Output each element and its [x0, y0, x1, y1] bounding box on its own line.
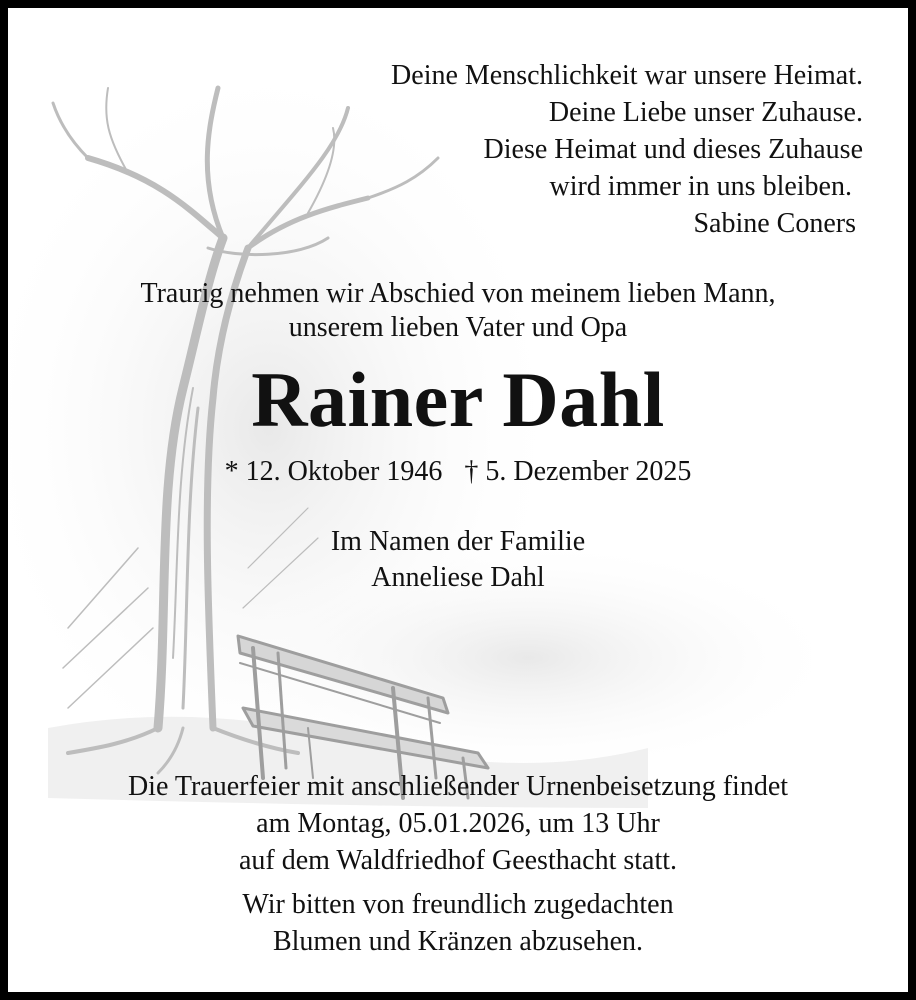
deceased-name: Rainer Dahl — [251, 356, 665, 443]
life-dates — [8, 458, 908, 486]
ceremony-line-3: auf dem Waldfriedhof Geesthacht statt. — [238, 845, 678, 876]
ceremony-line-1: Die Trauerfeier mit anschließender Urnenbeisetzung findet — [127, 771, 789, 802]
quote-line-2: Deine Liebe unser Zuhause. — [548, 97, 863, 128]
request-line-2: Blumen und Kränzen abzusehen. — [272, 926, 644, 957]
ceremony-line-2: am Montag, 05.01.2026, um 13 Uhr — [256, 808, 660, 839]
intro-line-1: Traurig nehmen wir Abschied von meinem lieben Mann, — [140, 278, 776, 309]
death-date: † 5. Dezember 2025 — [464, 456, 692, 487]
quote-line-4: wird immer in uns bleiben. — [549, 171, 852, 202]
quote-line-3: Diese Heimat und dieses Zuhause — [483, 134, 863, 165]
family-line-1: Im Namen der Familie — [330, 526, 586, 557]
intro-line-2: unserem lieben Vater und Opa — [288, 312, 628, 343]
request-line-1: Wir bitten von freundlich zugedachten — [242, 889, 674, 920]
quote-author: Sabine Coners — [693, 208, 856, 239]
family-signature: Anneliese Dahl — [371, 562, 545, 593]
quote-line-1: Deine Menschlichkeit war unsere Heimat. — [391, 60, 863, 91]
birth-date: * 12. Oktober 1946 — [224, 456, 443, 487]
